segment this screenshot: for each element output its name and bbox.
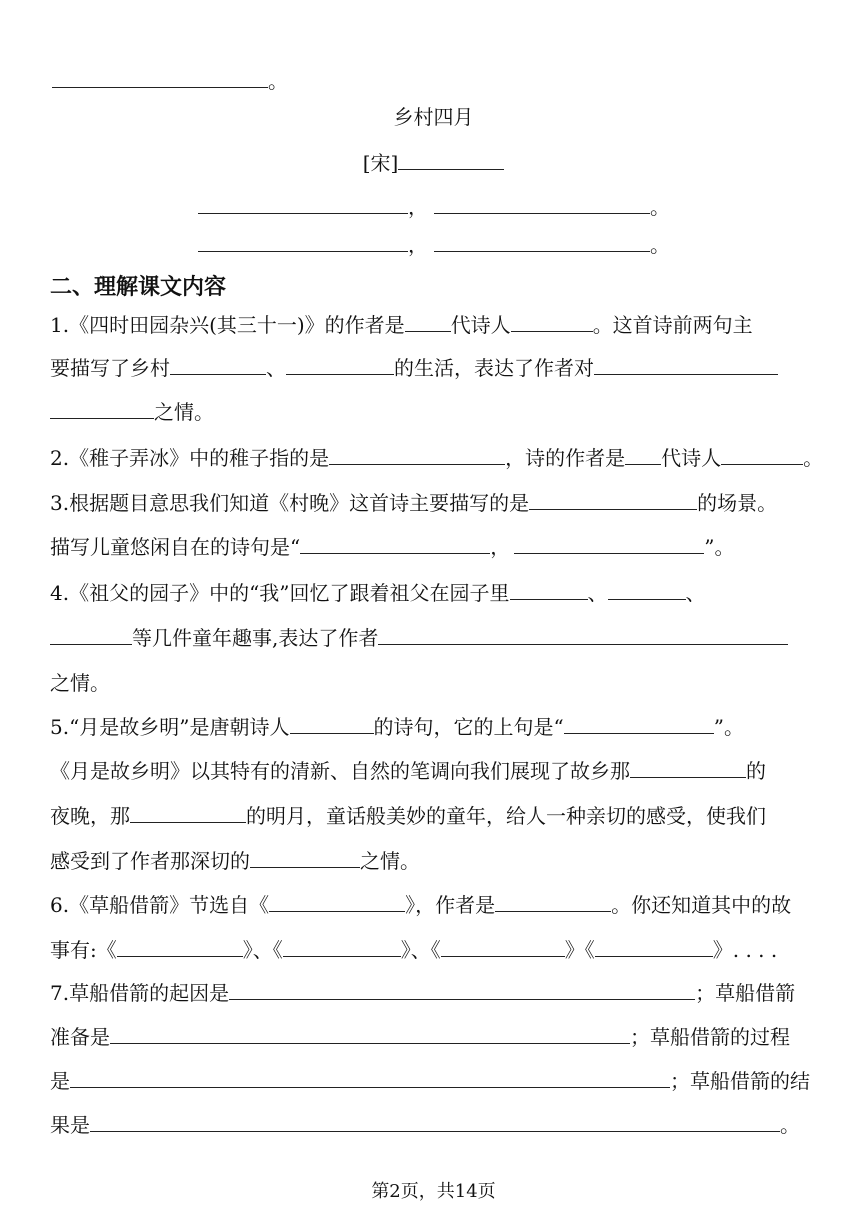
answer-blank[interactable]: [514, 535, 704, 554]
question-5-line-4: 感受到了作者那深切的 之情。: [50, 849, 420, 873]
question-4-line-1: 4.《祖父的园子》中的“我”回忆了跟着祖父在园子里 、 、: [50, 581, 706, 605]
answer-blank[interactable]: [630, 759, 746, 778]
section-heading: [50, 270, 226, 301]
poem-author-line: [0, 150, 867, 176]
answer-blank[interactable]: [290, 715, 374, 734]
answer-blank[interactable]: [329, 446, 505, 465]
question-5-line-2: 《月是故乡明》以其特有的清新、自然的笔调向我们展现了故乡那 的: [50, 759, 766, 783]
question-3-line-1: 3.根据题目意思我们知道《村晚》这首诗主要描写的是 的场景。: [50, 491, 778, 515]
answer-blank[interactable]: [250, 849, 360, 868]
question-5-line-1: 5.“月是故乡明”是唐朝诗人 的诗句，它的上句是“ ”。: [50, 715, 744, 739]
answer-blank[interactable]: [405, 313, 451, 332]
answer-blank[interactable]: [625, 446, 661, 465]
question-7-line-2: 准备是 ；草船借箭的过程: [50, 1025, 790, 1049]
answer-blank[interactable]: [286, 356, 394, 375]
poem-line-2: ， 。: [198, 232, 670, 258]
answer-blank[interactable]: [434, 233, 650, 252]
answer-blank[interactable]: [198, 195, 408, 214]
answer-blank[interactable]: [117, 938, 243, 957]
question-7-line-3: 是 ；草船借箭的结: [50, 1069, 810, 1093]
question-7-line-1: 7.草船借箭的起因是 ；草船借箭: [50, 981, 796, 1005]
question-4-line-2: 等几件童年趣事,表达了作者: [50, 625, 788, 651]
answer-blank[interactable]: [595, 938, 713, 957]
answer-blank[interactable]: [283, 938, 401, 957]
answer-blank[interactable]: [564, 715, 714, 734]
question-5-line-3: 夜晚，那 的明月，童话般美妙的童年，给人一种亲切的感受，使我们: [50, 804, 766, 828]
answer-blank[interactable]: [721, 446, 803, 465]
answer-blank[interactable]: [90, 1113, 780, 1132]
answer-blank[interactable]: [511, 313, 593, 332]
answer-blank[interactable]: [50, 626, 132, 645]
answer-blank[interactable]: [130, 804, 246, 823]
answer-blank[interactable]: [229, 981, 695, 1000]
question-1-line-1: 1.《四时田园杂兴(其三十一)》的作者是 代诗人 。这首诗前两句主: [50, 313, 753, 337]
answer-blank[interactable]: [441, 938, 565, 957]
page-number: 第2页，共14页: [371, 1181, 496, 1202]
answer-blank[interactable]: [110, 1025, 630, 1044]
section-title: 二、理解课文内容: [50, 275, 227, 300]
poem-title: 乡村四月: [393, 105, 474, 129]
question-6-line-1: 6.《草船借箭》节选自《 》，作者是 。你还知道其中的故: [50, 893, 792, 917]
answer-blank[interactable]: [269, 893, 405, 912]
question-3-line-2: 描写儿童悠闲自在的诗句是“ ， ”。: [50, 535, 735, 559]
answer-blank[interactable]: [608, 581, 686, 600]
poem-line-1: ， 。: [198, 194, 670, 220]
answer-blank[interactable]: [300, 535, 490, 554]
question-2: 2.《稚子弄冰》中的稚子指的是 ，诗的作者是 代诗人 。: [50, 446, 824, 470]
answer-blank[interactable]: [50, 400, 154, 419]
answer-blank[interactable]: [70, 1069, 670, 1088]
answer-blank[interactable]: [170, 356, 266, 375]
answer-blank[interactable]: [378, 626, 788, 645]
answer-blank[interactable]: [510, 581, 588, 600]
answer-blank[interactable]: [198, 233, 408, 252]
question-7-line-4: 果是 。: [50, 1113, 800, 1137]
question-4-line-3: 之情。: [50, 671, 110, 695]
question-6-line-2: 事有:《 》、《 》、《 》《 》. . . .: [50, 938, 778, 962]
answer-blank[interactable]: [434, 195, 650, 214]
top-answer-line: 。: [52, 68, 288, 94]
answer-blank[interactable]: [529, 491, 697, 510]
question-1-line-2: 要描写了乡村 、 的生活，表达了作者对: [50, 355, 778, 381]
answer-blank[interactable]: [52, 69, 268, 88]
poem-dynasty: [宋]: [362, 151, 399, 175]
answer-blank[interactable]: [594, 356, 778, 375]
question-1-line-3: 之情。: [50, 399, 214, 425]
poem-author-blank[interactable]: [398, 151, 504, 170]
answer-blank[interactable]: [495, 893, 611, 912]
